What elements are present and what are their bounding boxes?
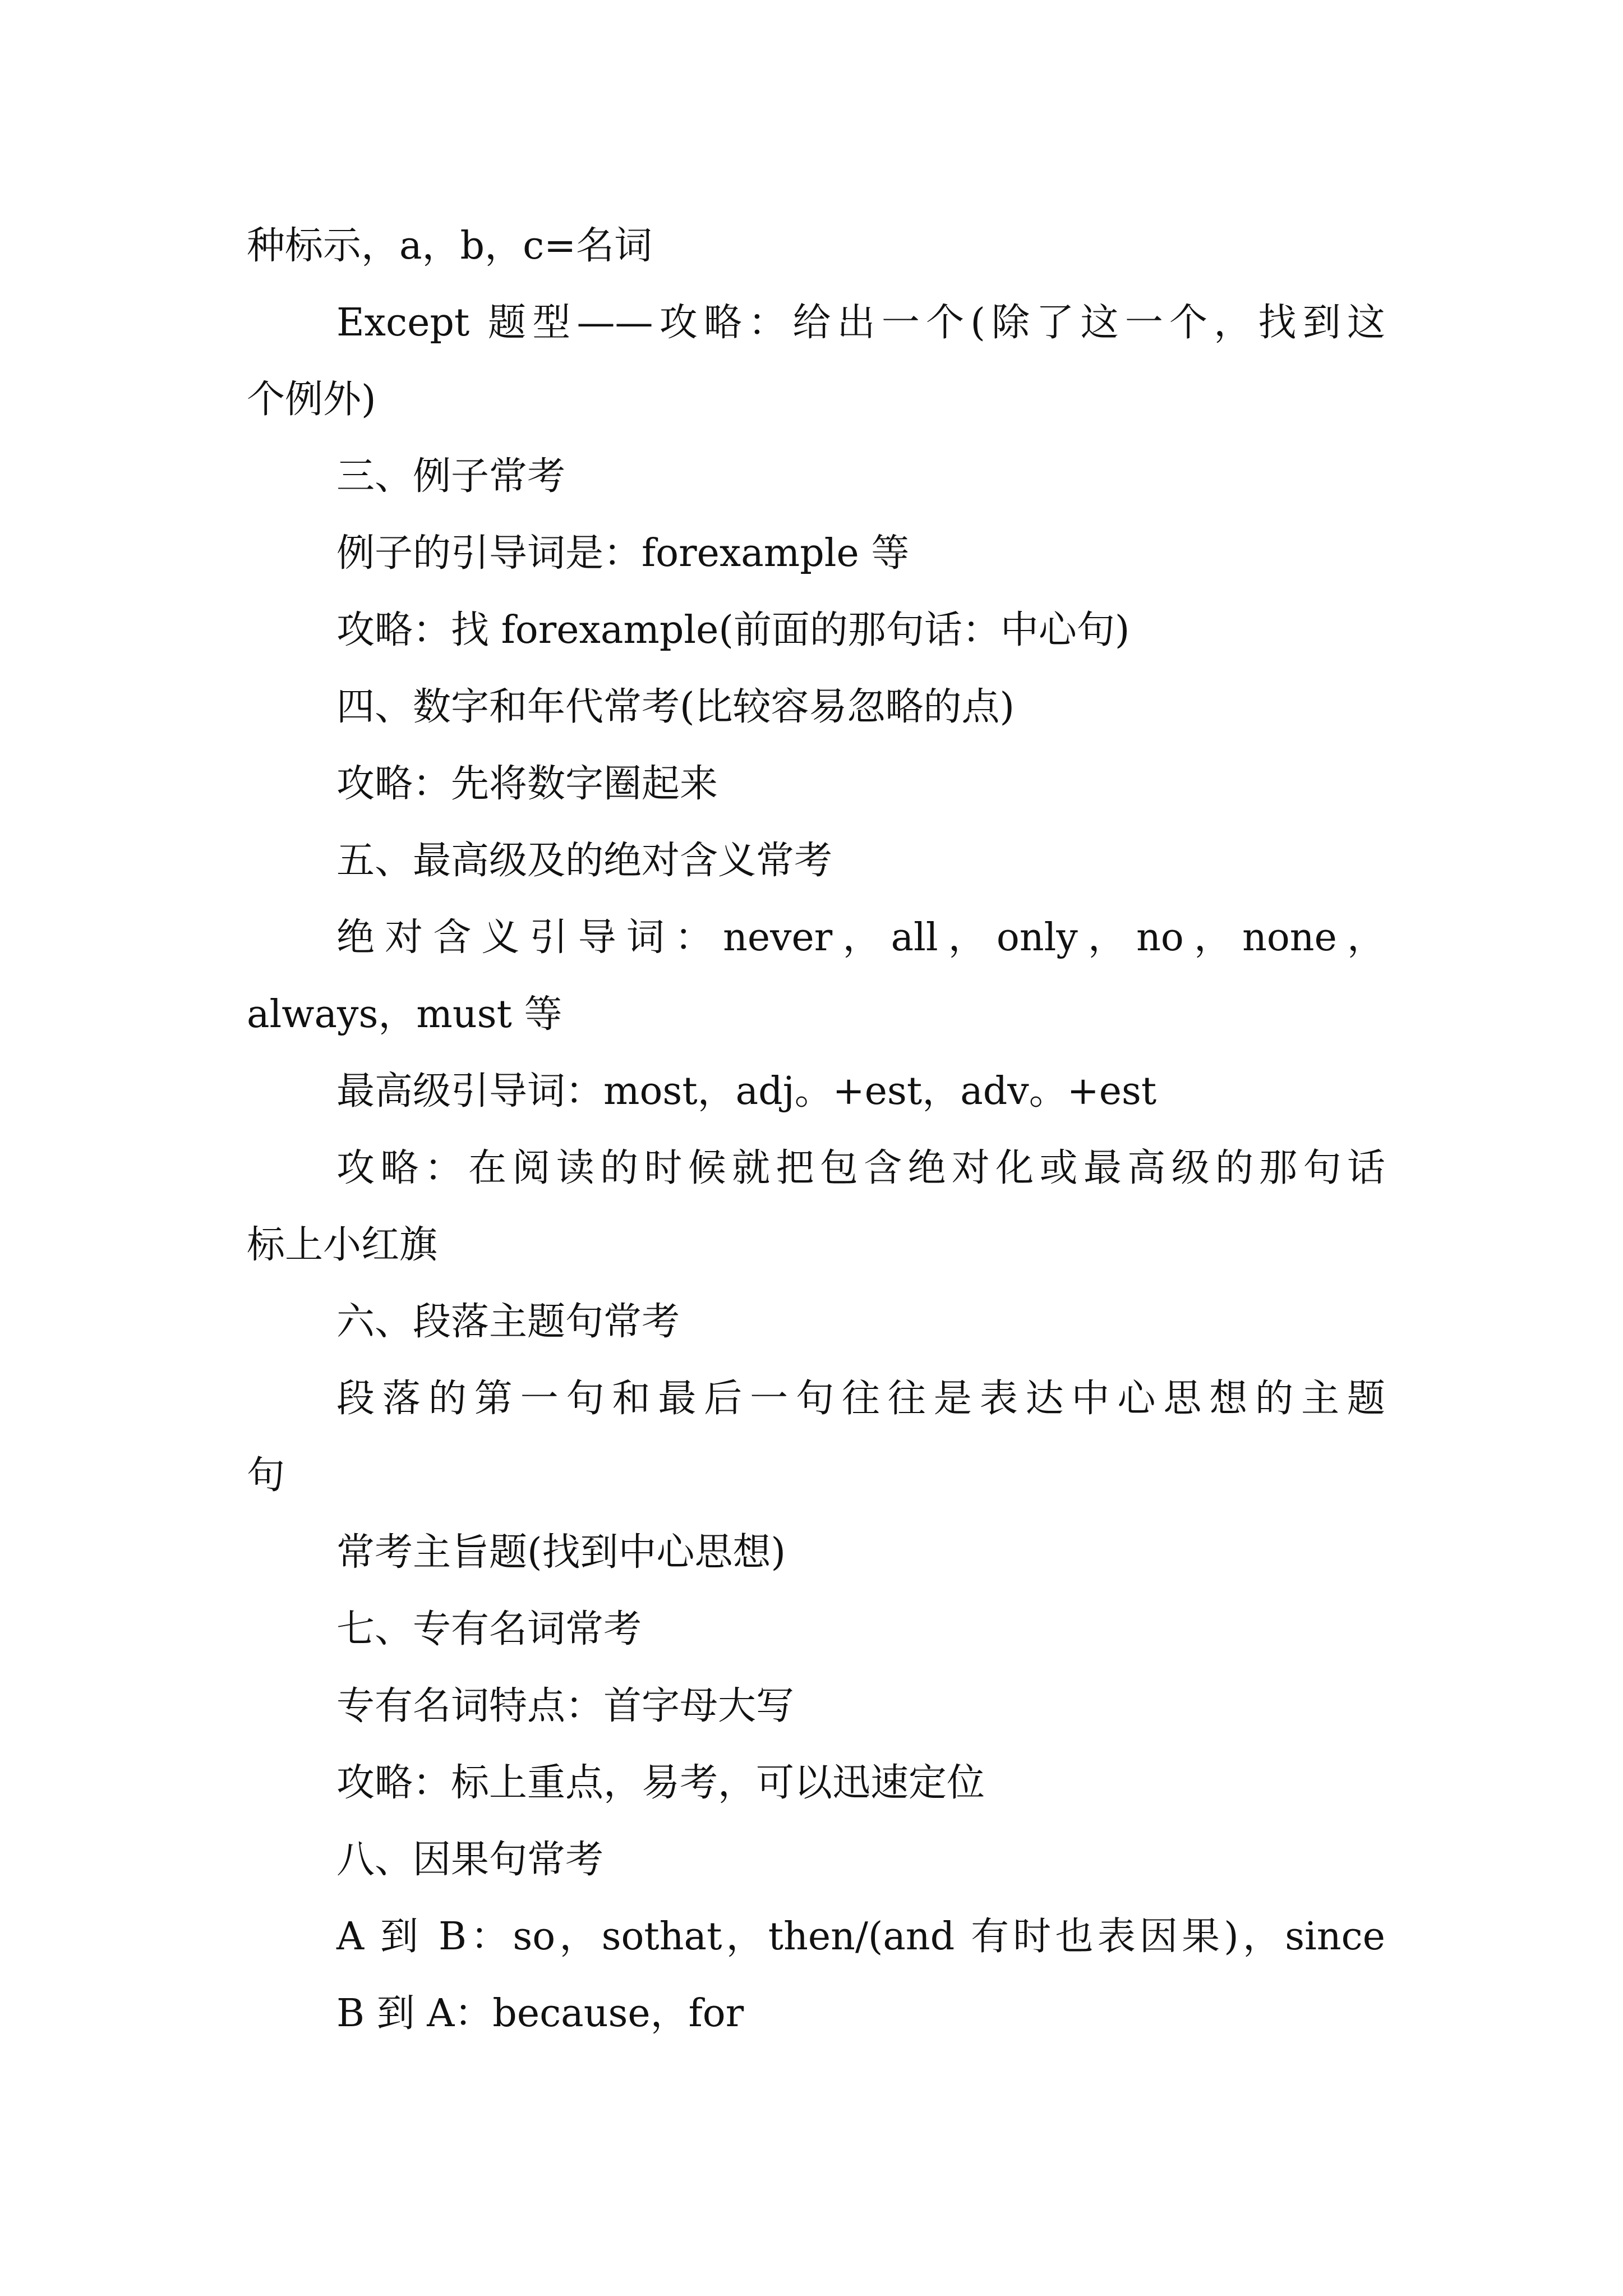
text-line-23: A 到 B：so，sothat，then/(and 有时也表因果)，since [336,1915,1385,1959]
body-text [247,208,1385,2052]
heading-examples: 三、例子常考 [336,454,566,499]
heading-numbers: 四、数字和年代常考(比较容易忽略的点) [336,685,1015,729]
text-line-1: 种标示，a，b，c=名词 [247,224,653,268]
text-line-2: Except 题型——攻略：给出一个(除了这一个，找到这 [336,301,1385,345]
text-line-24: B 到 A：because，for [336,1991,744,2036]
text-line-12: 最高级引导词：most，adj。+est，adv。+est [336,1069,1157,1114]
text-line-6: 攻略：找 forexample(前面的那句话：中心句) [336,608,1130,652]
text-line-13: 攻略：在阅读的时候就把包含绝对化或最高级的那句话 [336,1146,1385,1190]
heading-proper-nouns: 七、专有名词常考 [336,1607,642,1651]
heading-topic-sentence: 六、段落主题句常考 [336,1300,680,1344]
text-line-14: 标上小红旗 [247,1223,438,1267]
text-line-3: 个例外) [247,378,376,422]
text-line-17: 句 [247,1453,285,1498]
heading-superlatives: 五、最高级及的绝对含义常考 [336,839,833,883]
text-line-10: 绝对含义引导词：never，all，only，no，none， [336,915,1385,960]
heading-cause-effect: 八、因果句常考 [336,1838,604,1882]
text-line-8: 攻略：先将数字圈起来 [336,762,718,806]
text-line-20: 专有名词特点：首字母大写 [336,1684,795,1728]
text-line-11: always，must 等 [247,992,562,1037]
text-line-18: 常考主旨题(找到中心思想) [336,1530,786,1575]
text-line-5: 例子的引导词是：forexample 等 [336,531,910,576]
text-line-16: 段落的第一句和最后一句往往是表达中心思想的主题 [336,1377,1385,1421]
text-line-21: 攻略：标上重点，易考，可以迅速定位 [336,1761,985,1805]
